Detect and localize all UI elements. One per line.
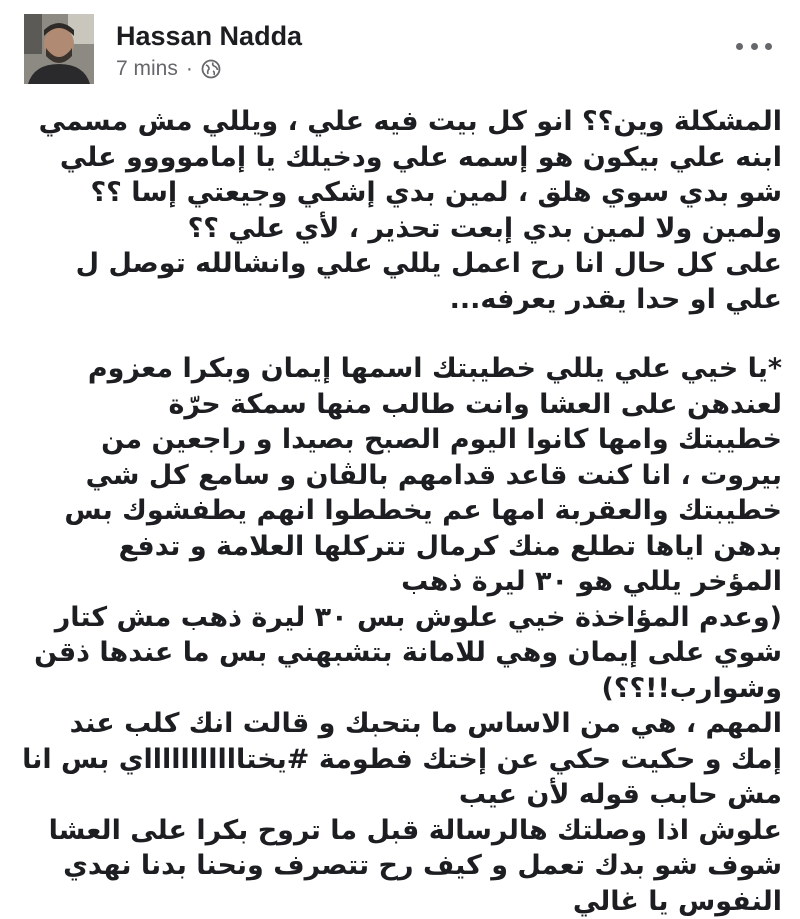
options-dot bbox=[736, 43, 743, 50]
options-dot bbox=[765, 43, 772, 50]
avatar-photo bbox=[24, 14, 94, 84]
more-options-icon[interactable] bbox=[736, 36, 772, 56]
globe-icon[interactable] bbox=[201, 59, 221, 79]
post-paragraph: خطيبتك وامها كانوا اليوم الصبح بصيدا و راجعين من بيروت ، انا كنت قاعد قدامهم بالڤان و سامع كل شي bbox=[22, 422, 782, 493]
post-header bbox=[24, 14, 776, 92]
post-paragraph: علوش اذا وصلتك هالرسالة قبل ما تروح بكرا على العشا شوف شو بدك تعمل و كيف رح تتصرف ونحنا بدنا نهدي النفوس يا غالي bbox=[22, 813, 782, 919]
post-paragraph: على كل حال انا رح اعمل يللي علي وانشالله توصل ل علي او حدا يقدر يعرفه... bbox=[22, 246, 782, 317]
post-meta bbox=[116, 56, 302, 82]
timestamp[interactable]: 7 mins bbox=[116, 57, 178, 81]
options-dot bbox=[751, 43, 758, 50]
avatar[interactable] bbox=[24, 14, 94, 84]
post-paragraph: *يا خيي علي يللي خطيبتك اسمها إيمان وبكرا معزوم لعندهن على العشا وانت طالب منها سمكة حرّة bbox=[22, 351, 782, 422]
post-paragraph: المهم ، هي من الاساس ما بتحبك و قالت انك كلب عند إمك و حكيت حكي عن إختك فطومة #يختاااااااااااي بس انا مش حابب قوله لأن عيب bbox=[22, 706, 782, 813]
author-name[interactable]: Hassan Nadda bbox=[116, 20, 302, 52]
post-paragraph: (وعدم المؤاخذة خيي علوش بس ٣٠ ليرة ذهب مش كتار شوي على إيمان وهي للامانة بتشبهني بس ما عندها ذقن وشوارب!!؟؟) bbox=[22, 600, 782, 707]
post-body bbox=[22, 104, 782, 919]
meta-separator: · bbox=[186, 57, 193, 81]
author-block bbox=[116, 20, 302, 82]
paragraph-gap bbox=[22, 317, 782, 351]
post-paragraph: خطيبتك والعقربة امها عم يخططوا انهم يطفشوك بس بدهن اياها تطلع منك كرمال تتركلها العلامة و تدفع المؤخر يللي هو ٣٠ ليرة ذهب bbox=[22, 493, 782, 600]
post-paragraph: المشكلة وين؟؟ انو كل بيت فيه علي ، ويللي مش مسمي ابنه علي بيكون هو إسمه علي ودخيلك يا إماموووو علي شو بدي سوي هلق ، لمين بدي إشكي وجيعتي إسا ؟؟ ولمين ولا لمين بدي إبعت تحذير ، لأي علي ؟؟ bbox=[22, 104, 782, 246]
